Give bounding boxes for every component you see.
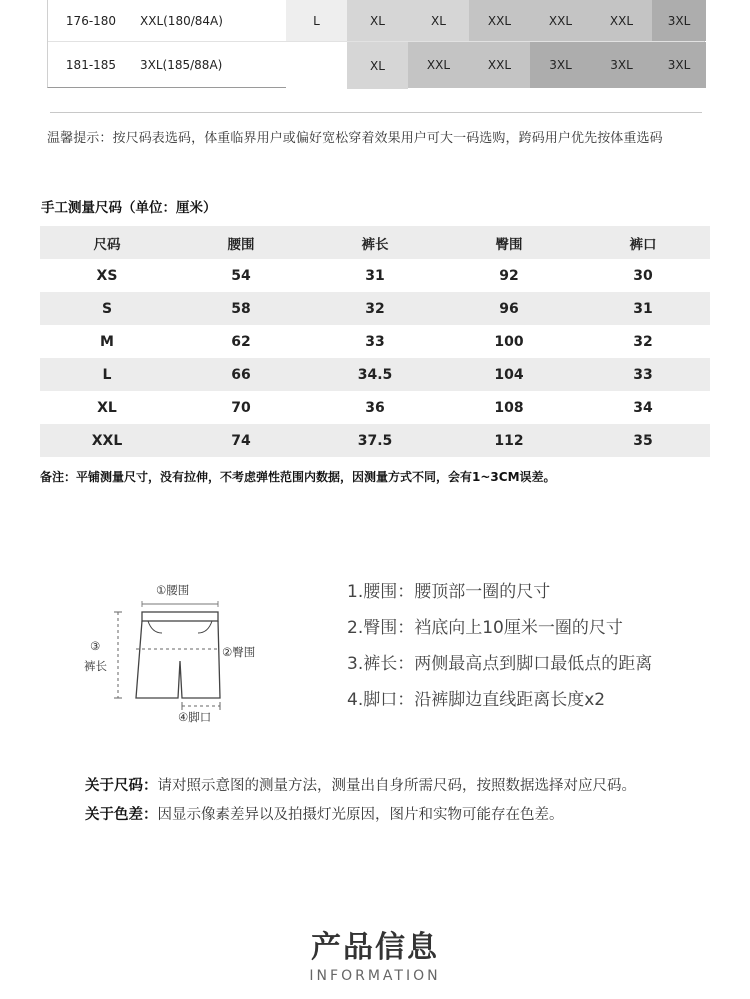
table-row: [40, 325, 710, 358]
rec-cell: 3XL: [652, 42, 706, 88]
rec-cell: L: [286, 0, 347, 41]
about-color: [85, 804, 636, 833]
about-color-key: 关于色差：: [85, 807, 158, 823]
table-cell: XXL: [91, 432, 123, 449]
measurement-note: 备注：平铺测量尺寸，没有拉伸，不考虑弹性范围内数据，因测量方式不同，会有1~3CM误差。: [40, 470, 556, 484]
rec-row: [48, 0, 704, 41]
table-cell: 62: [231, 333, 251, 350]
measurement-definitions: [347, 578, 652, 722]
table-cell: 112: [494, 432, 524, 449]
table-cell: L: [102, 366, 112, 383]
rec-height: 176-180: [65, 13, 117, 28]
table-cell: XL: [97, 399, 117, 416]
table-cell: M: [100, 333, 114, 350]
table-cell: 35: [633, 432, 653, 449]
section-title: 产品信息: [311, 930, 439, 965]
rec-cell: XXL: [469, 42, 530, 88]
table-cell: 30: [633, 267, 653, 284]
definition-hem: 4.脚口：沿裤脚边直线距离长度x2: [347, 690, 606, 710]
size-recommendation-table: [47, 0, 705, 88]
about-notes: [85, 775, 636, 833]
table-cell: 34: [633, 399, 653, 416]
table-cell: 92: [499, 267, 519, 284]
header-length: 裤长: [361, 236, 389, 253]
rec-cell: XXL: [408, 42, 469, 88]
label-length: 裤长: [84, 659, 107, 673]
shorts-diagram: [80, 575, 280, 735]
table-cell: 100: [494, 333, 524, 350]
size-tip: 温馨提示：按尺码表选码，体重临界用户或偏好宽松穿着效果用户可大一码选购，跨码用户优先按体重选码: [47, 131, 663, 146]
rec-height: 181-185: [65, 58, 117, 72]
header-waist: 腰围: [227, 236, 255, 253]
table-cell: 74: [231, 432, 251, 449]
table-row: [40, 292, 710, 325]
definition-hip: 2.臀围：裆底向上10厘米一圈的尺寸: [347, 618, 623, 638]
header-hip: 臀围: [495, 236, 523, 253]
table-cell: 32: [633, 333, 653, 350]
rec-cell: XXL: [530, 0, 591, 41]
table-cell: 33: [365, 333, 385, 350]
about-color-text: 因显示像素差异以及拍摄灯光原因，图片和实物可能存在色差。: [157, 807, 564, 823]
divider: [50, 112, 702, 113]
table-cell: 33: [633, 366, 653, 383]
rec-cell: XXL: [591, 0, 652, 41]
table-cell: 66: [231, 366, 251, 383]
rec-cell: 3XL: [652, 0, 706, 41]
label-waist: ①腰围: [156, 583, 190, 597]
measurement-table: [40, 226, 710, 457]
label-length-num: ③: [90, 639, 101, 653]
table-cell: S: [101, 300, 113, 317]
table-cell: 58: [231, 300, 251, 317]
table-cell: 31: [633, 300, 653, 317]
rec-cell: [286, 42, 347, 88]
about-size-key: 关于尺码：: [85, 778, 158, 794]
table-cell: 70: [231, 399, 251, 416]
label-hip: ②臀围: [222, 645, 256, 659]
rec-cell: XL: [408, 0, 469, 41]
table-cell: 108: [494, 399, 524, 416]
header-hem: 裤口: [629, 236, 657, 253]
header-size: 尺码: [93, 236, 121, 253]
table-cell: 37.5: [357, 432, 393, 449]
definition-waist: 1.腰围：腰顶部一圈的尺寸: [347, 582, 551, 602]
rec-cell: XXL: [469, 0, 530, 41]
table-cell: 104: [494, 366, 524, 383]
table-header-row: [40, 226, 710, 259]
table-row: [40, 358, 710, 391]
about-size-text: 请对照示意图的测量方法，测量出自身所需尺码，按照数据选择对应尺码。: [157, 778, 636, 794]
rec-cell: XL: [347, 0, 408, 41]
table-cell: 34.5: [357, 366, 393, 383]
label-hem: ④脚口: [178, 710, 212, 724]
table-cell: XS: [96, 267, 118, 284]
rec-row: [48, 41, 704, 88]
table-cell: 36: [365, 399, 385, 416]
rec-cell: 3XL: [591, 42, 652, 88]
table-row: [40, 259, 710, 292]
table-cell: 31: [365, 267, 385, 284]
rec-size: XXL(180/84A): [140, 13, 223, 28]
table-cell: 54: [231, 267, 251, 284]
table-cell: 32: [365, 300, 385, 317]
table-cell: 96: [499, 300, 519, 317]
table-row: [40, 391, 710, 424]
rec-cell: 3XL: [530, 42, 591, 88]
rec-size: 3XL(185/88A): [140, 58, 223, 72]
definition-length: 3.裤长：两侧最高点到脚口最低点的距离: [347, 654, 653, 674]
about-size: [85, 775, 636, 804]
section-subtitle: INFORMATION: [309, 968, 441, 984]
measurement-title: 手工测量尺码（单位：厘米）: [41, 200, 217, 216]
rec-cell: XL: [347, 42, 408, 89]
table-row: [40, 424, 710, 457]
